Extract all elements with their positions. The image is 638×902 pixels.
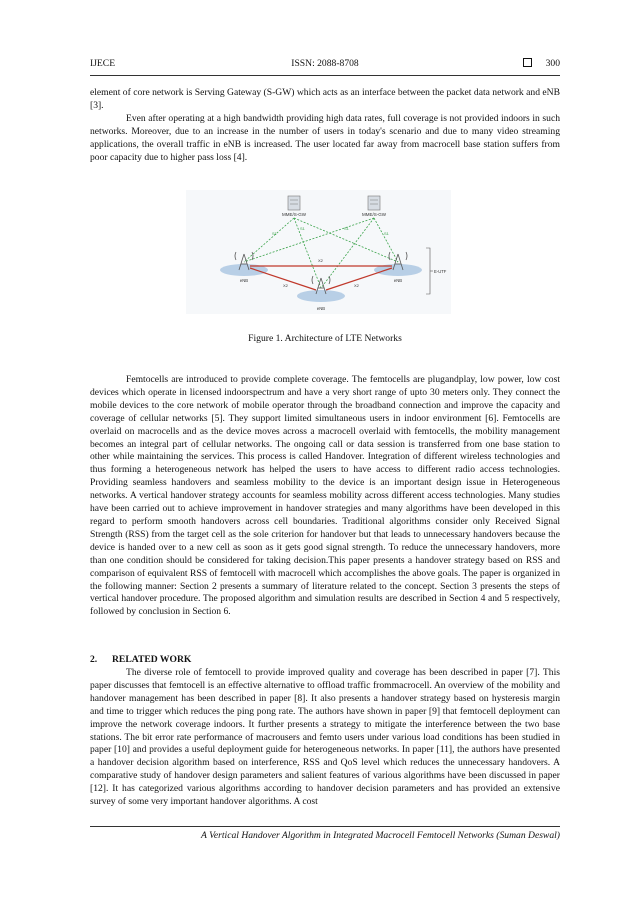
mme-right-icon [368,196,380,210]
s1-label-2: S1 [300,226,305,231]
section-number: 2. [90,654,98,665]
enb-right-label: eNB [393,278,403,283]
mme-left-label: MME/S-GW [282,212,306,217]
x2-label-top: X2 [318,258,323,263]
lte-architecture-figure [186,190,451,314]
checkbox-icon [523,58,532,67]
page-header [90,58,560,72]
enb-bottom-label: eNB [316,306,326,311]
section-title: RELATED WORK [112,654,192,665]
mme-left-icon [288,196,300,210]
page-number: 300 [545,58,560,69]
figure-caption: Figure 1. Architecture of LTE Networks [248,333,402,344]
mme-right-label: MME/S-GW [362,212,386,217]
footer-rule [90,826,560,827]
paragraph-1: element of core network is Serving Gateway (S-GW) which acts as an interface between the packet data network and eNB [3]. [90,87,560,111]
paragraph-4: The diverse role of femtocell to provide improved quality and coverage has been described in paper [7]. This paper discusses that femtocell is an effective alternative to offload traffic frommacrocell. An overview of the mobility and handover management has been described in paper [8]. It also presents a handover strategy based on hysteresis margin and time to trigger which reduces the ping pong rate. The authors have shown in paper [9] that femtocell deployment can improve the network coverage indoors. It further presents a strategy to mitigate the interference between the two base stations. The bit error rate performance of macrousers and femto users under various load conditions has been studied in paper [10] and provides a useful deployment guide for heterogeneous networks. In paper [11], the authors have presented a handover decision algorithm based on interference, RSS and QoS level which reduces the unnecessary handovers. A comparative study of handover design parameters and salient features of various algorithms have been discussed in paper [12]. It has categorized various algorithms according to handover decision parameters and has provided an extensive survey of some very important handover algorithms. A cost [90,667,560,808]
journal-name: IJECE [90,58,116,69]
header-rule [90,75,560,76]
paragraph-3: Femtocells are introduced to provide complete coverage. The femtocells are plugandplay, low power, low cost devices which operate in licensed indoorspectrum and have a very short range of upto 30 meters only. They connect the mobile devices to the core network of mobile operator through the broadband connection and improve the capacity and coverage of cellular networks [5]. They support limited simultaneous users in indoor environment [6]. Femtocells are overlaid on macrocells and as the device moves across a macrocell overlaid with femtocells, the mobility management becomes an integral part of cellular networks. The ongoing call or data session is transferred from one base station to other while maintaining the services. This process is called Handover. Integration of different wireless technologies and thus forming a heterogeneous network has helped the users to have access to different radio access technologies. Providing seamless handovers and seamless mobility to the device is an important design issue in Heterogeneous networks. A vertical handover strategy accounts for seamless mobility across different access technologies. Many studies have been carried out to achieve improvement in handover strategies and many algorithms have been developed in this regard to perform smooth handovers across cell boundaries. Traditional algorithms consider only Received Signal Strength (RSS) from the target cell as the sole criterion for handover but that leads to unnecessary handovers because the device is handed over to a new cell as soon as it gets good signal strength. To reduce the unnecessary handovers, more than one condition should be considered for taking decision.This paper presents a handover strategy based on RSS and comparison of equivalent RSS of femtocell with macrocell which accomplishes the above goals. The paper is organized in the following manner: Section 2 presents a summary of literature related to the concept. Section 3 presents the steps of vertical handover procedure. The proposed algorithm and simulation results are described in Section 4 and 5 respectively, followed by conclusion in Section 6. [90,374,560,618]
s1-label-4: S1 [384,231,389,236]
x2-label-left: X2 [283,283,288,288]
issn: ISSN: 2088-8708 [291,58,359,69]
s1-label-3: S1 [344,226,349,231]
x2-label-right: X2 [354,283,359,288]
enb-left-label: eNB [239,278,249,283]
figure-diagram [186,190,451,314]
paragraph-2: Even after operating at a high bandwidth providing high data rates, full coverage is not provided indoors in such networks. Moreover, due to an increase in the number of users in today's scenario and due to many video streaming applications, the overall traffic in eNB is increased. The user located far away from macrocell base station suffers from poor capacity due to higher pass loss [4]. [90,113,560,163]
page-footer: A Vertical Handover Algorithm in Integrated Macrocell Femtocell Networks (Suman Deswal) [201,830,560,841]
eutran-label: E-UTF [434,269,447,274]
cell-bottom [297,290,345,302]
section-heading [90,654,191,665]
s1-label-1: S1 [272,231,277,236]
page-number-group [523,58,560,69]
